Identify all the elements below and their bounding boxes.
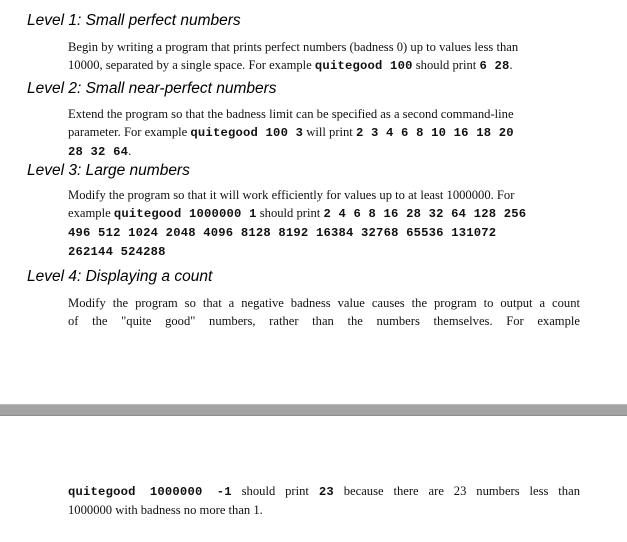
- level-3-command: quitegood 1000000 1: [113, 207, 257, 221]
- level-4-output: 23: [318, 485, 334, 499]
- level-4-line-1: Modify the program so that a negative badness value causes the program to output a count: [68, 296, 580, 310]
- level-3-heading: Level 3: Large numbers: [27, 162, 190, 179]
- level-4-paragraph: [68, 294, 580, 330]
- level-4-line-4: 1000000 with badness no more than 1.: [68, 503, 263, 517]
- level-1-text-b: should print: [415, 58, 477, 72]
- level-2-text-b: will print: [306, 125, 353, 139]
- page-separator: [0, 404, 627, 416]
- level-2-command: quitegood 100 3: [190, 126, 304, 140]
- level-2-line-2: [68, 123, 580, 142]
- level-2-output-2: 28 32 64: [68, 145, 129, 159]
- level-1-line-1: Begin by writing a program that prints perfect numbers (badness 0) up to values less than: [68, 40, 519, 54]
- level-3-line-3: [68, 223, 580, 242]
- level-4-line-3: [68, 482, 580, 501]
- level-1-output: 6 28: [479, 59, 510, 73]
- level-4-command: quitegood 1000000 -1: [68, 485, 232, 499]
- level-1-command: quitegood 100: [314, 59, 413, 73]
- level-4-text-b: because there are 23 numbers less than: [343, 484, 580, 498]
- level-1-text-a: 10000, separated by a single space. For example: [68, 58, 312, 72]
- level-3-output-2: 496 512 1024 2048 4096 8128 8192 16384 32768 65536 131072: [68, 226, 497, 240]
- level-4-line-2: of the "quite good" numbers, rather than the numbers themselves. For example: [68, 314, 580, 328]
- level-3-paragraph: [68, 186, 580, 261]
- level-3-output-3: 262144 524288: [68, 245, 166, 259]
- level-3-output-1: 2 4 6 8 16 28 32 64 128 256: [323, 207, 527, 221]
- level-2-period: .: [128, 144, 132, 158]
- level-3-text-a: example: [68, 206, 111, 220]
- level-2-paragraph: [68, 105, 580, 161]
- level-2-line-1: Extend the program so that the badness limit can be specified as a second command-line: [68, 107, 514, 121]
- level-1-paragraph: [68, 38, 580, 75]
- level-1-heading: Level 1: Small perfect numbers: [27, 12, 241, 29]
- level-4-continued-paragraph: [68, 482, 580, 519]
- level-2-heading: Level 2: Small near-perfect numbers: [27, 80, 277, 97]
- level-2-output-1: 2 3 4 6 8 10 16 18 20: [355, 126, 514, 140]
- level-2-text-a: parameter. For example: [68, 125, 188, 139]
- level-4-text-a: should print: [241, 484, 309, 498]
- level-1-line-2: [68, 56, 580, 75]
- level-2-line-3: [68, 142, 580, 161]
- level-1-period: .: [509, 58, 513, 72]
- level-3-line-1: Modify the program so that it will work efficiently for values up to at least 1000000. For: [68, 188, 515, 202]
- level-4-heading: Level 4: Displaying a count: [27, 268, 213, 285]
- level-3-text-b: should print: [259, 206, 321, 220]
- level-3-line-2: [68, 204, 580, 223]
- level-3-line-4: [68, 242, 580, 261]
